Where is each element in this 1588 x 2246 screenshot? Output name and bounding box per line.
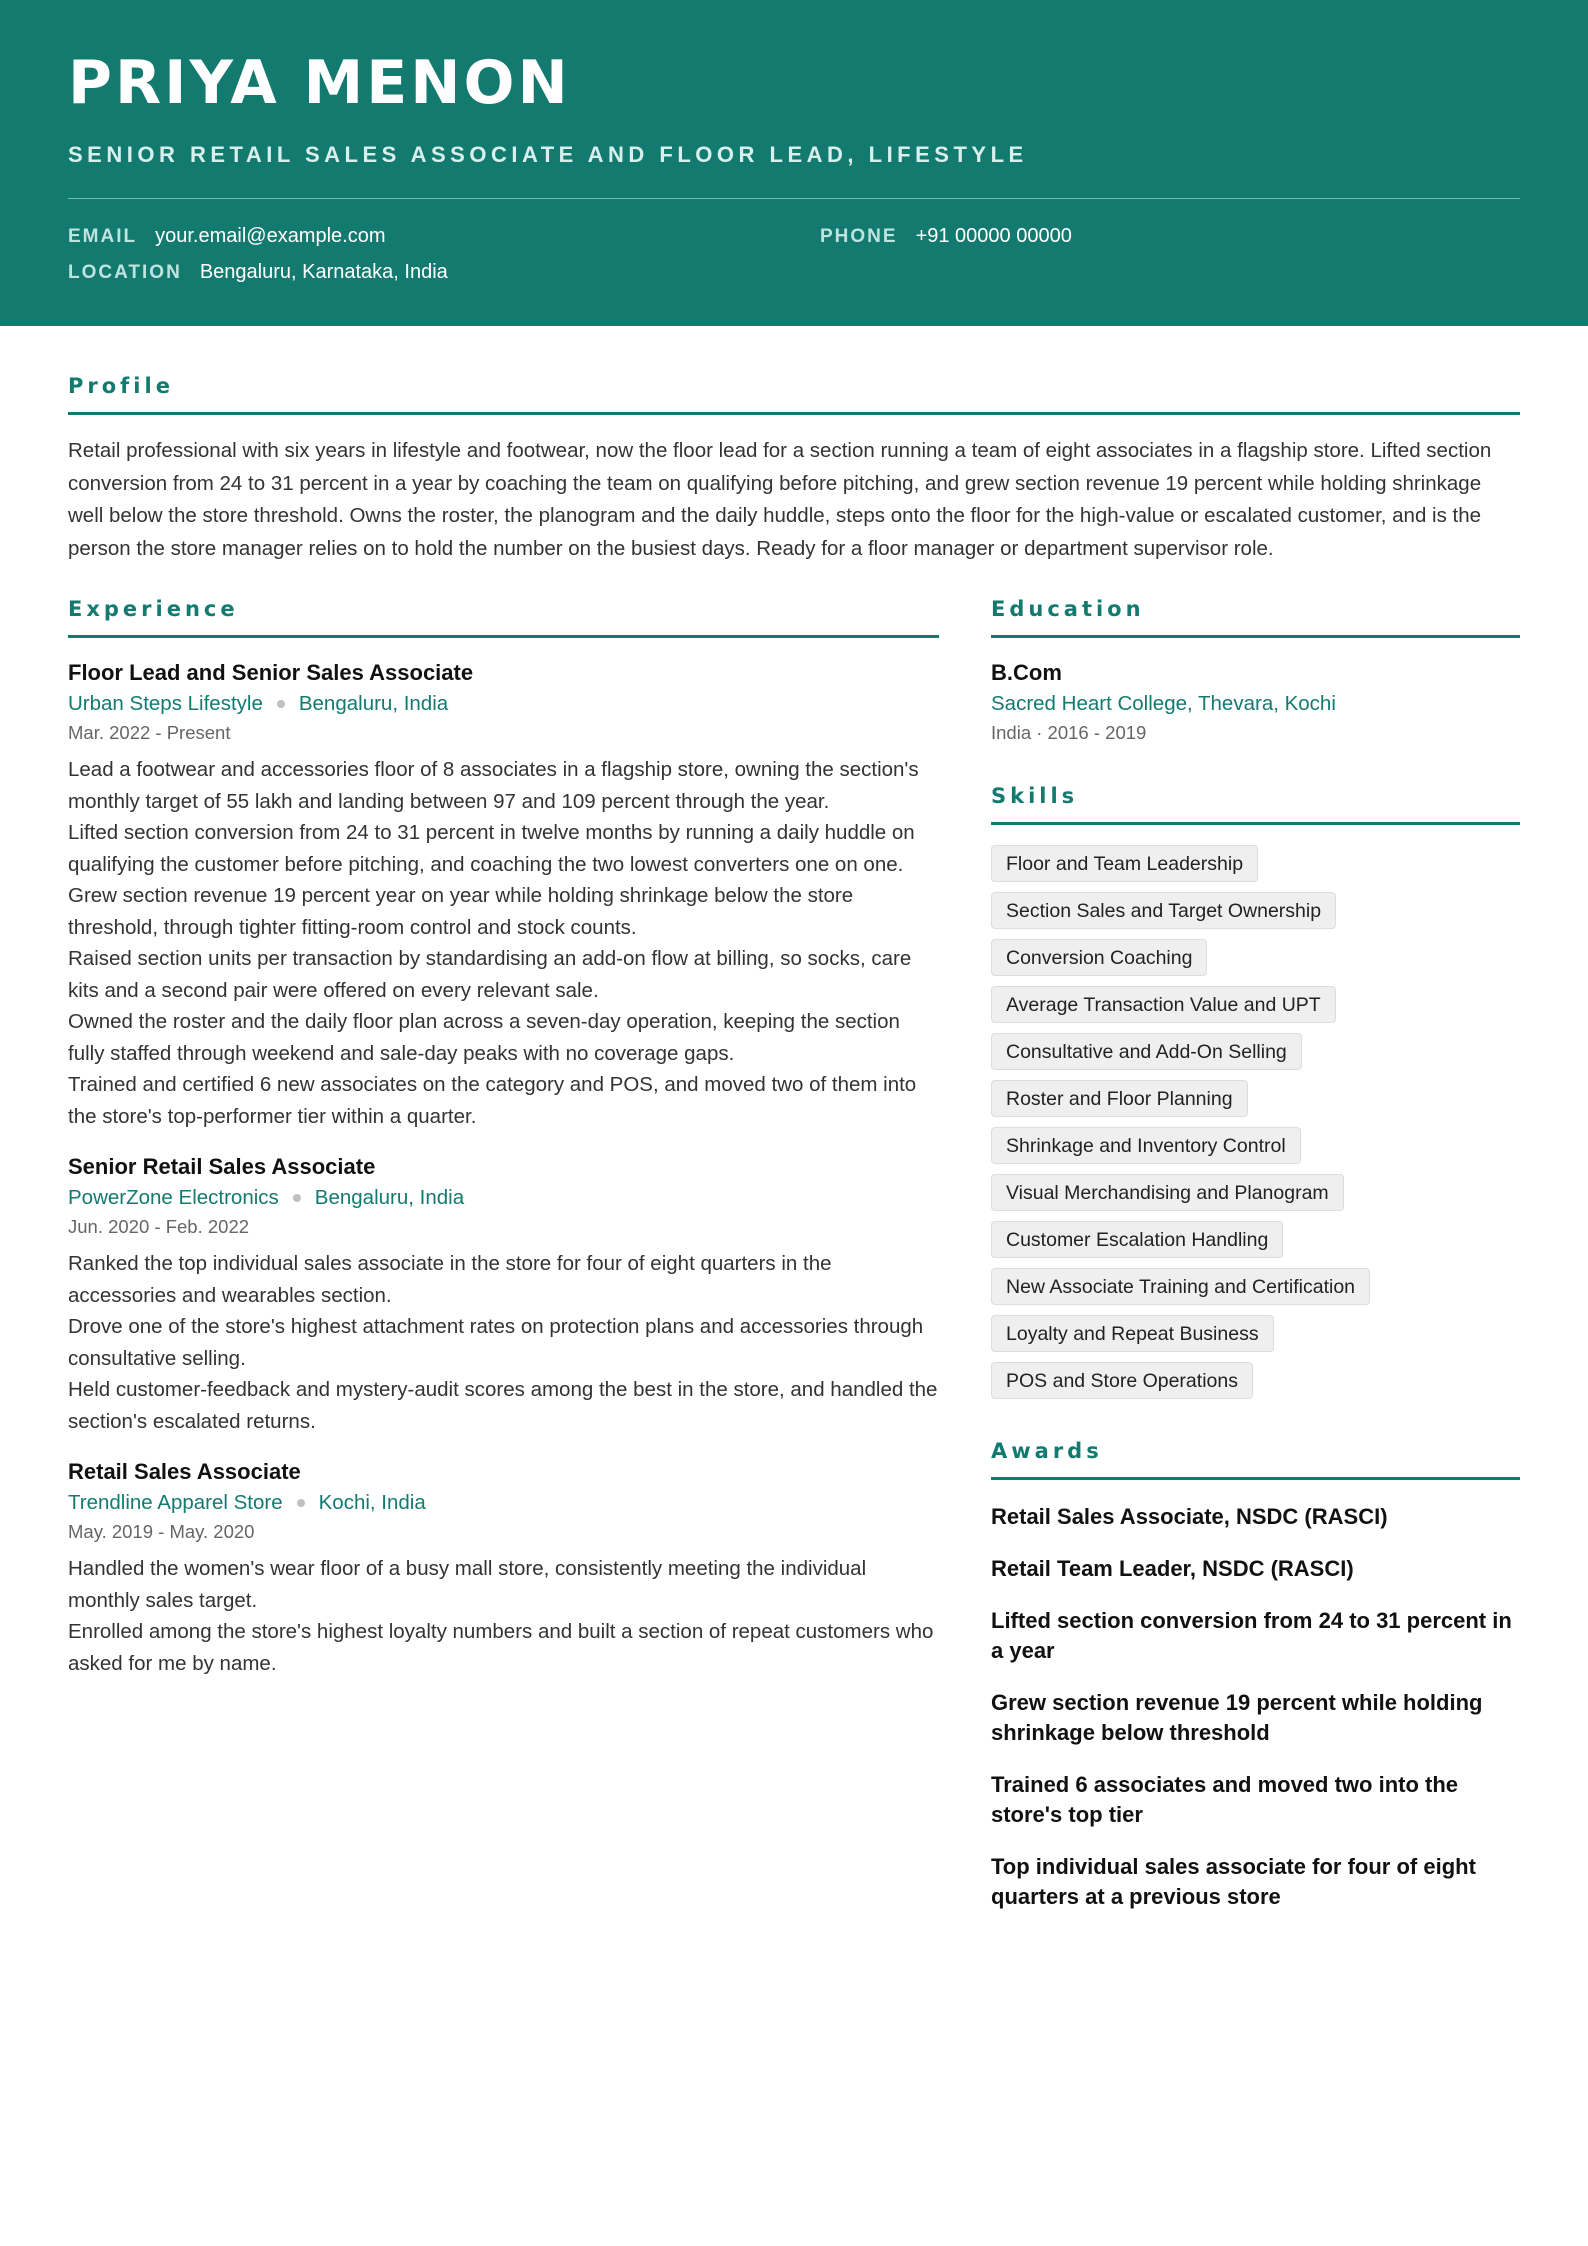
job-bullets bbox=[68, 1553, 939, 1679]
job-entry bbox=[68, 658, 939, 1132]
skill-chip: Visual Merchandising and Planogram bbox=[991, 1174, 1344, 1211]
email-label: EMAIL bbox=[68, 226, 138, 247]
award-item: Trained 6 associates and moved two into the store's top tier bbox=[991, 1772, 1459, 1827]
skill-chip: Loyalty and Repeat Business bbox=[991, 1315, 1274, 1352]
candidate-title: SENIOR RETAIL SALES ASSOCIATE AND FLOOR LEAD, LIFESTYLE bbox=[68, 142, 1028, 167]
skill-chip: Average Transaction Value and UPT bbox=[991, 986, 1336, 1023]
job-bullet: Drove one of the store's highest attachment rates on protection plans and accessories through consultative selling. bbox=[68, 1315, 924, 1370]
job-bullet: Held customer-feedback and mystery-audit scores among the best in the store, and handled the section's escalated returns. bbox=[68, 1378, 938, 1433]
skills-section bbox=[991, 784, 1520, 1399]
job-meta bbox=[68, 692, 939, 716]
resume-header bbox=[0, 0, 1588, 326]
section-divider bbox=[991, 1477, 1520, 1480]
separator-dot-icon bbox=[297, 1499, 305, 1507]
job-bullet: Handled the women's wear floor of a busy mall store, consistently meeting the individual monthly sales target. bbox=[68, 1557, 867, 1612]
job-bullet: Enrolled among the store's highest loyalty numbers and built a section of repeat customers who asked for me by name. bbox=[68, 1620, 934, 1675]
contact-email bbox=[68, 225, 386, 248]
skill-chip: Section Sales and Target Ownership bbox=[991, 892, 1336, 929]
separator-dot-icon bbox=[293, 1194, 301, 1202]
skill-chip: Roster and Floor Planning bbox=[991, 1080, 1248, 1117]
awards-section bbox=[991, 1439, 1520, 1912]
profile-section bbox=[68, 326, 1520, 565]
location-label: LOCATION bbox=[68, 262, 182, 283]
section-divider bbox=[991, 822, 1520, 825]
contact-location bbox=[68, 261, 448, 284]
job-location: Kochi, India bbox=[318, 1491, 426, 1514]
job-dates: Jun. 2020 - Feb. 2022 bbox=[68, 1216, 250, 1237]
job-bullet: Trained and certified 6 new associates on the category and POS, and moved two of them into the store's top-performer tier within a quarter. bbox=[68, 1073, 917, 1128]
skill-chip: Conversion Coaching bbox=[991, 939, 1207, 976]
award-item: Retail Team Leader, NSDC (RASCI) bbox=[991, 1556, 1354, 1581]
award-item: Top individual sales associate for four of eight quarters at a previous store bbox=[991, 1854, 1476, 1909]
job-dates: May. 2019 - May. 2020 bbox=[68, 1521, 255, 1542]
award-item: Grew section revenue 19 percent while holding shrinkage below threshold bbox=[991, 1690, 1483, 1745]
two-column-layout bbox=[68, 597, 1520, 1912]
job-entry bbox=[68, 1457, 939, 1679]
job-company: PowerZone Electronics bbox=[68, 1186, 279, 1209]
education-entry bbox=[991, 658, 1520, 744]
education-heading: Education bbox=[991, 597, 1145, 621]
skill-chip: Consultative and Add-On Selling bbox=[991, 1033, 1302, 1070]
job-entry bbox=[68, 1152, 939, 1437]
education-section bbox=[991, 597, 1520, 744]
skill-chip: New Associate Training and Certification bbox=[991, 1268, 1370, 1305]
skill-chip-list bbox=[991, 845, 1520, 1399]
section-divider bbox=[68, 635, 939, 638]
resume-body bbox=[0, 326, 1588, 1912]
phone-label: PHONE bbox=[820, 226, 898, 247]
job-company: Trendline Apparel Store bbox=[68, 1491, 283, 1514]
separator-dot-icon bbox=[277, 700, 285, 708]
job-dates: Mar. 2022 - Present bbox=[68, 722, 231, 743]
profile-summary: Retail professional with six years in lifestyle and footwear, now the floor lead for a section running a team of eight associates in a flagship store. Lifted section conversion from 24 to 31 percent in a year by coaching the team on qualifying before pitching, and grew section revenue 19 percent while holding shrinkage well below the store threshold. Owns the roster, the planogram and the daily huddle, steps onto the floor for the high-value or escalated customer, and is the person the store manager relies on to hold the number on the busiest days. Ready for a floor manager or department supervisor role. bbox=[68, 439, 1492, 560]
contact-block bbox=[68, 225, 1520, 297]
skill-chip: POS and Store Operations bbox=[991, 1362, 1253, 1399]
job-title: Retail Sales Associate bbox=[68, 1459, 301, 1484]
award-item: Retail Sales Associate, NSDC (RASCI) bbox=[991, 1504, 1388, 1529]
experience-section bbox=[68, 597, 939, 1912]
degree: B.Com bbox=[991, 660, 1062, 685]
skills-heading: Skills bbox=[991, 784, 1079, 808]
job-title: Senior Retail Sales Associate bbox=[68, 1154, 376, 1179]
job-bullet: Lead a footwear and accessories floor of 8 associates in a flagship store, owning the section's monthly target of 55 lakh and landing between 97 and 109 percent through the year. bbox=[68, 758, 919, 813]
header-divider bbox=[68, 198, 1520, 199]
job-company: Urban Steps Lifestyle bbox=[68, 692, 263, 715]
email-value[interactable]: your.email@example.com bbox=[155, 225, 386, 247]
job-title: Floor Lead and Senior Sales Associate bbox=[68, 660, 474, 685]
job-bullets bbox=[68, 1248, 939, 1437]
job-location: Bengaluru, India bbox=[298, 692, 449, 715]
skill-chip: Floor and Team Leadership bbox=[991, 845, 1258, 882]
skill-chip: Customer Escalation Handling bbox=[991, 1221, 1283, 1258]
school-name: Sacred Heart College, Thevara, Kochi bbox=[991, 692, 1336, 715]
profile-heading: Profile bbox=[68, 374, 174, 398]
experience-heading: Experience bbox=[68, 597, 239, 621]
contact-phone bbox=[820, 225, 1072, 248]
job-bullet: Grew section revenue 19 percent year on year while holding shrinkage below the store threshold, through tighter fitting-room control and stock counts. bbox=[68, 884, 854, 939]
job-location: Bengaluru, India bbox=[314, 1186, 465, 1209]
award-item: Lifted section conversion from 24 to 31 percent in a year bbox=[991, 1608, 1512, 1663]
job-bullets bbox=[68, 754, 939, 1132]
job-meta bbox=[68, 1186, 939, 1210]
section-divider bbox=[991, 635, 1520, 638]
phone-value[interactable]: +91 00000 00000 bbox=[915, 225, 1072, 247]
location-value: Bengaluru, Karnataka, India bbox=[199, 261, 448, 283]
job-meta bbox=[68, 1491, 939, 1515]
section-divider bbox=[68, 412, 1520, 415]
awards-heading: Awards bbox=[991, 1439, 1103, 1463]
skill-chip: Shrinkage and Inventory Control bbox=[991, 1127, 1301, 1164]
education-meta: India · 2016 - 2019 bbox=[991, 722, 1147, 743]
job-bullet: Ranked the top individual sales associate in the store for four of eight quarters in the accessories and wearables section. bbox=[68, 1252, 832, 1307]
job-bullet: Lifted section conversion from 24 to 31 percent in twelve months by running a daily huddle on qualifying the customer before pitching, and coaching the two lowest converters one on one. bbox=[68, 821, 915, 876]
candidate-name: PRIYA MENON bbox=[68, 48, 571, 118]
job-bullet: Raised section units per transaction by standardising an add-on flow at billing, so socks, care kits and a second pair were offered on every relevant sale. bbox=[68, 947, 912, 1002]
sidebar-column bbox=[991, 597, 1520, 1912]
job-bullet: Owned the roster and the daily floor plan across a seven-day operation, keeping the section fully staffed through weekend and sale-day peaks with no coverage gaps. bbox=[68, 1010, 900, 1065]
